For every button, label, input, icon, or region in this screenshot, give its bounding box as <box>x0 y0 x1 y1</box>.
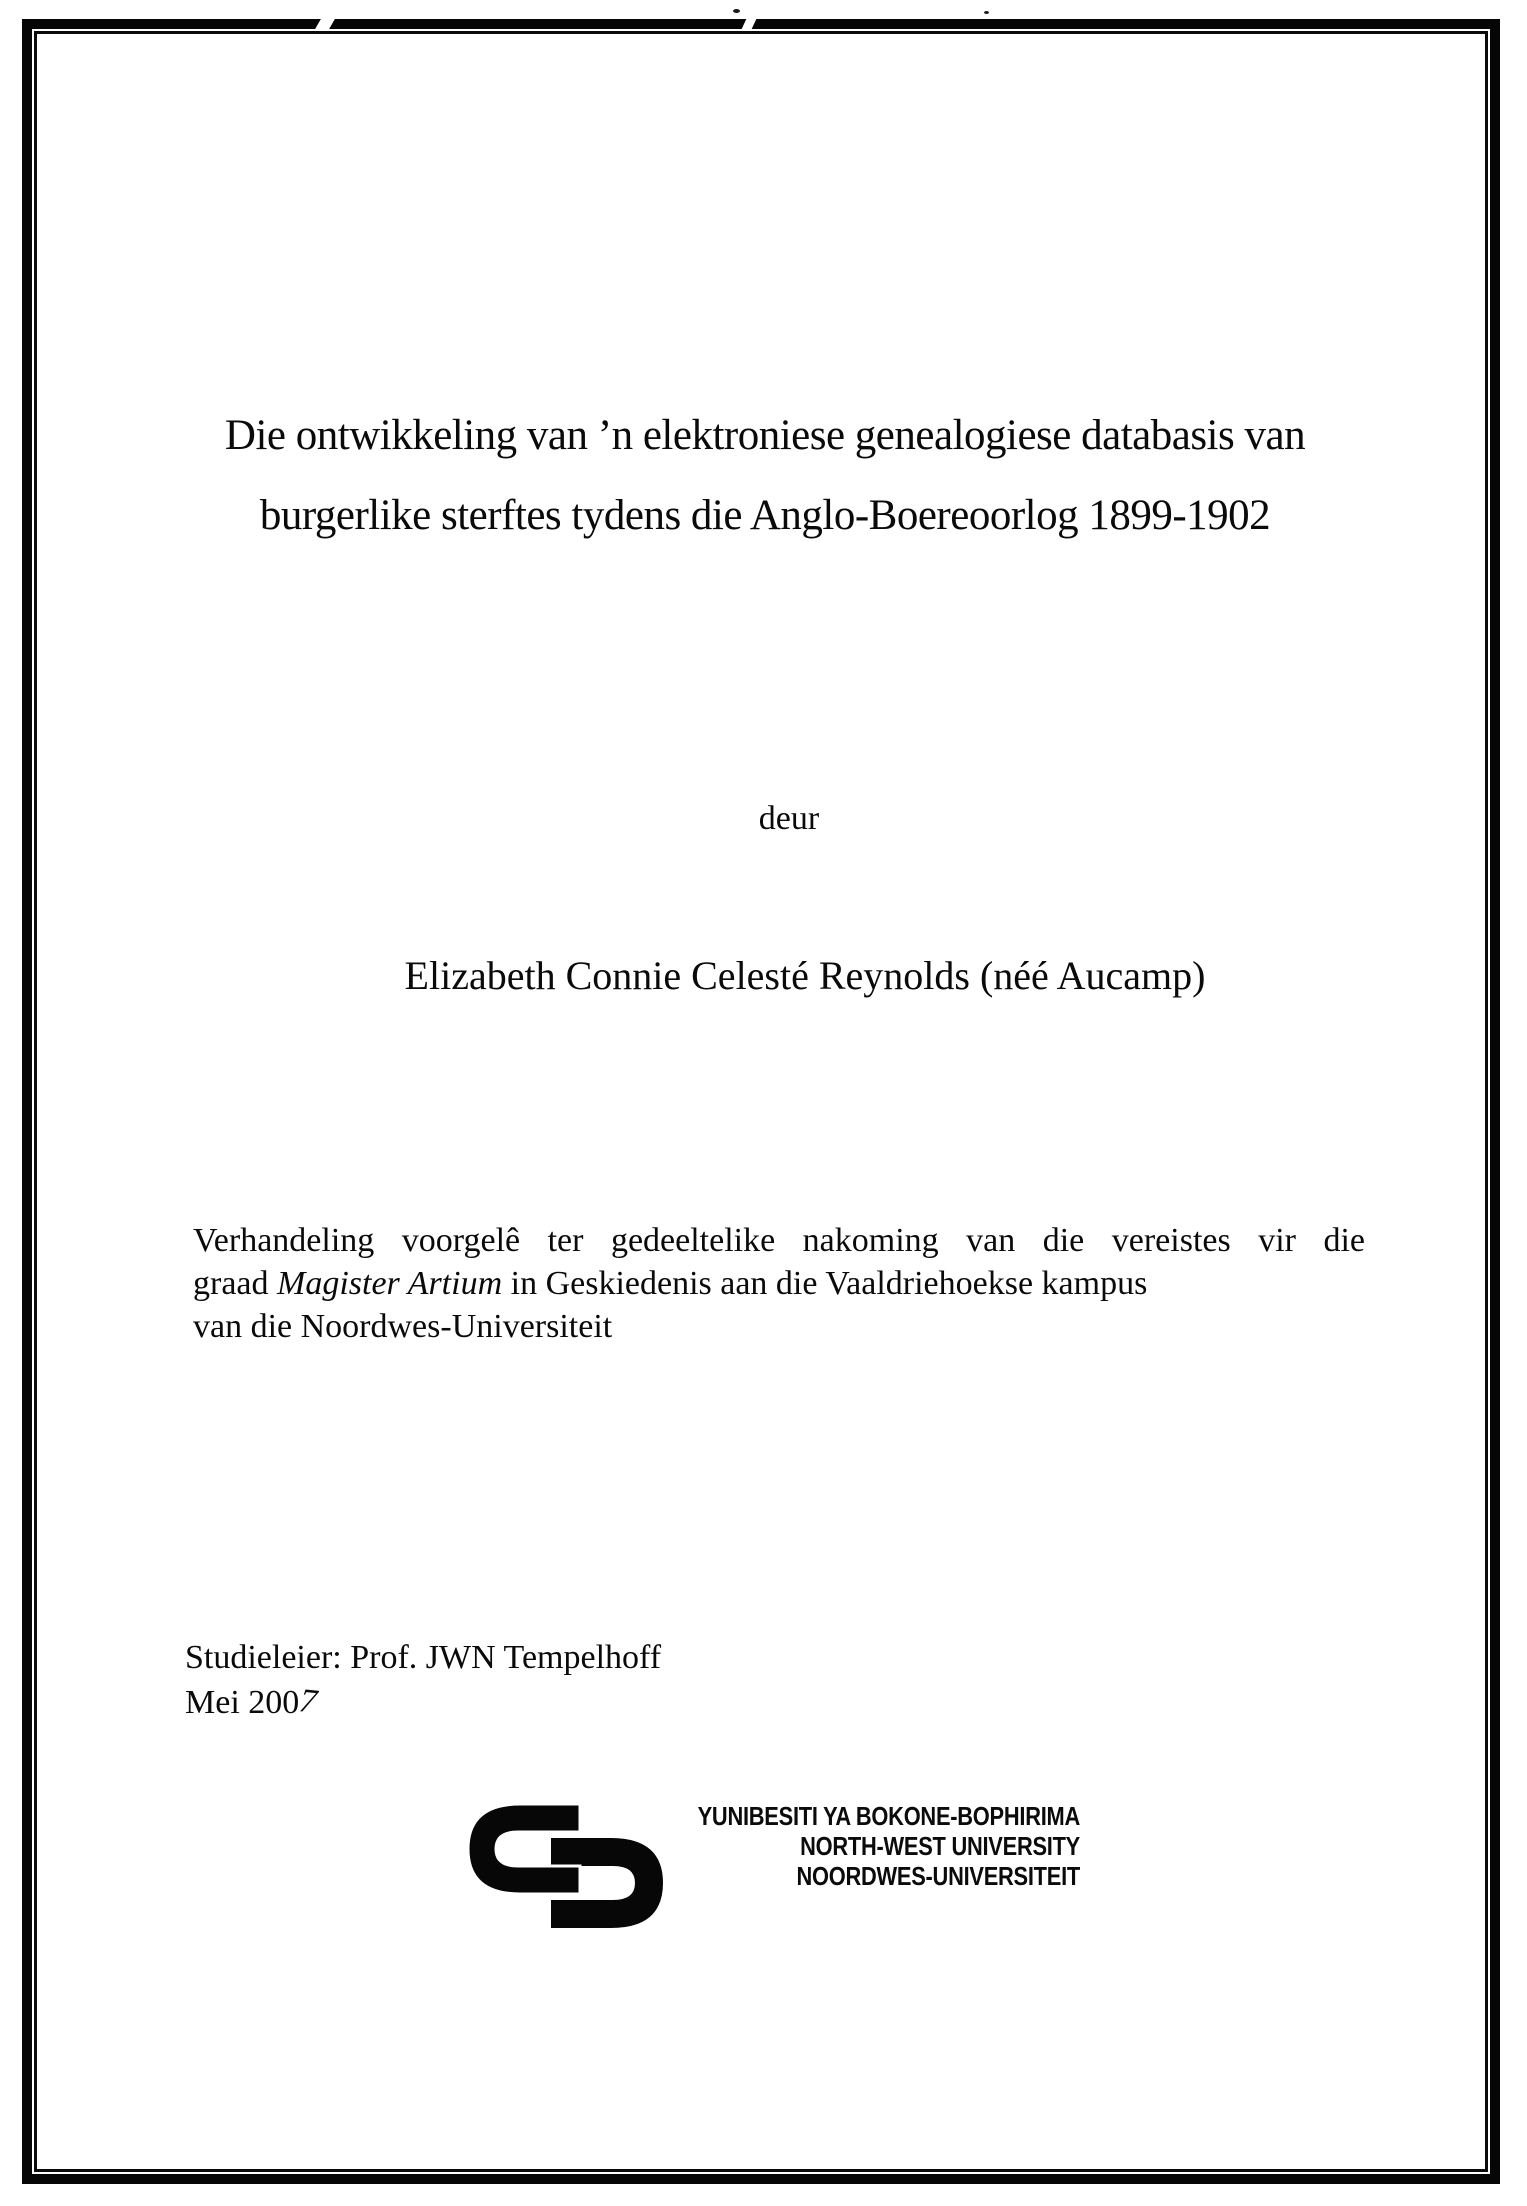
university-name-afrikaans: NOORDWES-UNIVERSITEIT <box>796 1861 1080 1891</box>
degree-name-italic: Magister Artium <box>277 1265 503 1302</box>
degree-statement-line2-pre: graad <box>193 1265 278 1302</box>
scan-artifact <box>984 11 989 14</box>
university-name-english: NORTH-WEST UNIVERSITY <box>800 1831 1080 1861</box>
thesis-title-line1: Die ontwikkeling van ’n elektroniese genealogiese databasis van <box>224 412 1306 459</box>
thesis-title-line2: burgerlike sterftes tydens die Anglo-Boereoorlog 1899-1902 <box>259 492 1271 539</box>
author-name: Elizabeth Connie Celesté Reynolds (néé Aucamp) <box>404 953 1206 998</box>
degree-statement <box>193 1219 1365 1348</box>
date-line <box>185 1682 323 1723</box>
byline: deur <box>758 800 820 837</box>
university-wordmark <box>590 1801 1080 1891</box>
scan-artifact <box>733 9 740 13</box>
degree-statement-line3: van die Noordwes-Universiteit <box>193 1308 613 1345</box>
date-prefix: Mei 200 <box>185 1684 300 1721</box>
degree-statement-line2-post: in Geskiedenis aan die Vaaldriehoekse kampus <box>502 1265 1148 1302</box>
university-name-setswana: YUNIBESITI YA BOKONE-BOPHIRIMA <box>697 1801 1080 1831</box>
degree-statement-line1: Verhandeling voorgelê ter gedeeltelike nakoming van die vereistes vir die <box>193 1222 1365 1259</box>
degree-statement-line2 <box>193 1262 1365 1305</box>
date-last-digit: 7 <box>293 1682 323 1721</box>
supervisor-line: Studieleier: Prof. JWN Tempelhoff <box>185 1639 662 1676</box>
thesis-title <box>90 396 1440 556</box>
